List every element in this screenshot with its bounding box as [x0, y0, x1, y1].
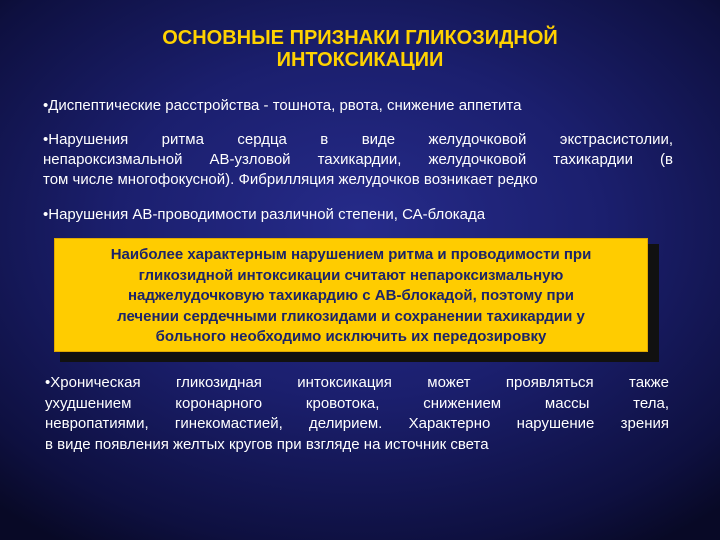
slide-title-line-1: ОСНОВНЫЕ ПРИЗНАКИ ГЛИКОЗИДНОЙ	[162, 27, 558, 49]
bullet-conduction-disorders	[43, 205, 673, 225]
bullet-line: в виде появления желтых кругов при взгляде на источник света	[45, 435, 489, 453]
bullet-line: •Нарушения ритма сердца в виде желудочковой экстрасистолии,	[43, 131, 673, 148]
bullet-line: непароксизмальной АВ-узловой тахикардии, желудочковой тахикардии (в	[43, 151, 673, 168]
bullet-line: •Хроническая гликозидная интоксикация может проявляться также	[45, 374, 669, 391]
highlight-line: наджелудочковую тахикардию с АВ-блокадой, поэтому при	[128, 287, 574, 304]
highlight-box	[54, 238, 648, 352]
bullet-line: •Диспептические расстройства - тошнота, рвота, снижение аппетита	[43, 97, 522, 114]
highlight-line: лечении сердечными гликозидами и сохранении тахикардии у	[117, 307, 585, 325]
highlight-line: больного необходимо исключить их передозировку	[155, 328, 547, 345]
highlight-line: гликозидной интоксикации считают непароксизмальную	[138, 266, 564, 284]
slide-title-line-2: ИНТОКСИКАЦИИ	[276, 49, 444, 71]
bullet-dyspeptic-disorders	[43, 96, 673, 116]
bullet-line: •Нарушения АВ-проводимости различной степени, СА-блокада	[43, 206, 486, 223]
bullet-line: том числе многофокусной). Фибрилляция желудочков возникает редко	[43, 171, 538, 188]
bullet-rhythm-disorders	[43, 130, 673, 190]
bullet-line: ухудшением коронарного кровотока, снижением массы тела,	[45, 394, 669, 412]
slide-title	[60, 27, 660, 71]
bullet-chronic-intoxication	[45, 373, 669, 455]
bullet-line: невропатиями, гинекомастией, делирием. Характерно нарушение зрения	[45, 415, 669, 432]
highlight-line: Наиболее характерным нарушением ритма и проводимости при	[110, 246, 592, 263]
